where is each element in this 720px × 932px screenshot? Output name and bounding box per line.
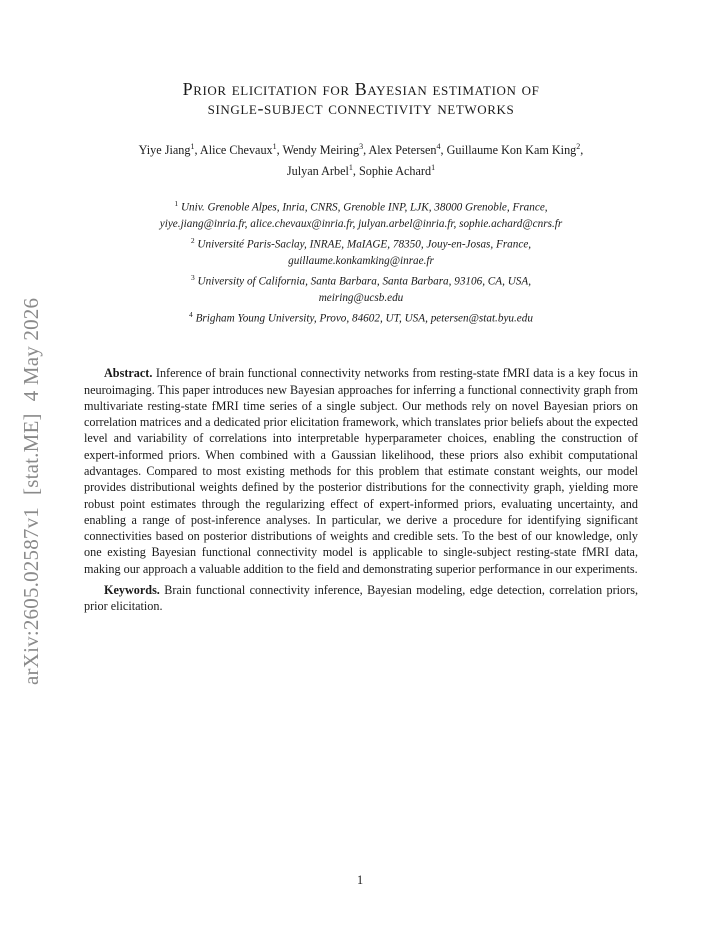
affiliation-1-emails: yiye.jiang@inria.fr, alice.chevaux@inria.fr, julyan.arbel@inria.fr, sophie.achard@cnrs.fr xyxy=(159,218,563,231)
paper-first-page xyxy=(84,80,638,615)
page-number: 1 xyxy=(356,873,364,887)
author: Wendy Meiring$^3$, xyxy=(282,142,369,158)
author: Guillaume Kon Kam King$^2$, xyxy=(446,142,584,158)
author-list xyxy=(84,138,638,180)
affiliation-4: $^4$ Brigham Young University, Provo, 84602, UT, USA, petersen@stat.byu.edu xyxy=(189,309,533,325)
keywords-paragraph xyxy=(84,582,638,615)
author: Julyan Arbel$^1$, xyxy=(286,163,359,179)
affiliation-2-emails: guillaume.konkamking@inrae.fr xyxy=(288,255,434,268)
abstract-label: Abstract. xyxy=(104,366,153,381)
arxiv-date: 4 May 2026 xyxy=(19,297,43,402)
abstract-paragraph xyxy=(84,365,638,577)
author: Yiye Jiang$^1$, xyxy=(138,142,200,158)
keywords-text: Brain functional connectivity inference, Bayesian modeling, edge detection, correlation priors, prior elicitation. xyxy=(84,583,638,614)
affiliation-2: $^2$ Université Paris-Saclay, INRAE, MaIAGE, 78350, Jouy-en-Josas, France, xyxy=(190,236,532,251)
author: Sophie Achard$^1$ xyxy=(358,163,436,179)
arxiv-identifier-stamp xyxy=(16,245,46,685)
author: Alex Petersen$^4$, xyxy=(368,142,447,158)
affiliation-1: $^1$ Univ. Grenoble Alpes, Inria, CNRS, Grenoble INP, LJK, 38000 Grenoble, France, xyxy=(174,199,548,214)
affiliation-3-emails: meiring@ucsb.edu xyxy=(318,292,404,305)
title-line-1: Prior elicitation for Bayesian estimation of xyxy=(182,79,540,99)
arxiv-id: arXiv:2605.02587v1 xyxy=(19,507,43,685)
author: Alice Chevaux$^1$, xyxy=(199,142,283,158)
abstract-text: Inference of brain functional connectivity networks from resting-state fMRI data is a key focus in neuroimaging. This paper introduces new Bayesian approaches for inferring a functional connectivity graph from multivariate resting-state fMRI time series of a single subject. Our methods rely on novel Bayesian priors on correlation matrices and a dedicated prior elicitation framework, which translates prior beliefs about the expected level and variability of correlations into interpretable hyperparameter choices, enabling the construction of expert-informed priors. When combined with a Gaussian likelihood, these priors also exhibit computational advantages. Compared to most existing methods for this problem that estimate constant weights, our model provides distributional weights defined by the posterior distributions for the connectivity graph, yielding more robust point estimates through the regularizing effect of expert-informed priors, evaluating uncertainty, and enabling a range of post-inference analyses. In particular, we derive a procedure for identifying significant connectivities based on posterior distributions of weights and credible sets. To the best of our knowledge, only one existing Bayesian functional connectivity model is applicable to single-subject resting-state fMRI data, making our approach a valuable addition to the field and demonstrating superior performance in our experiments. xyxy=(84,366,638,576)
arxiv-category: [stat.ME] xyxy=(19,413,43,495)
paper-title xyxy=(84,80,638,118)
title-line-2: single-subject connectivity networks xyxy=(207,98,515,118)
keywords-label: Keywords. xyxy=(104,583,160,598)
affiliation-3: $^3$ University of California, Santa Barbara, Santa Barbara, 93106, CA, USA, xyxy=(191,272,531,288)
affiliation-list xyxy=(84,196,638,327)
